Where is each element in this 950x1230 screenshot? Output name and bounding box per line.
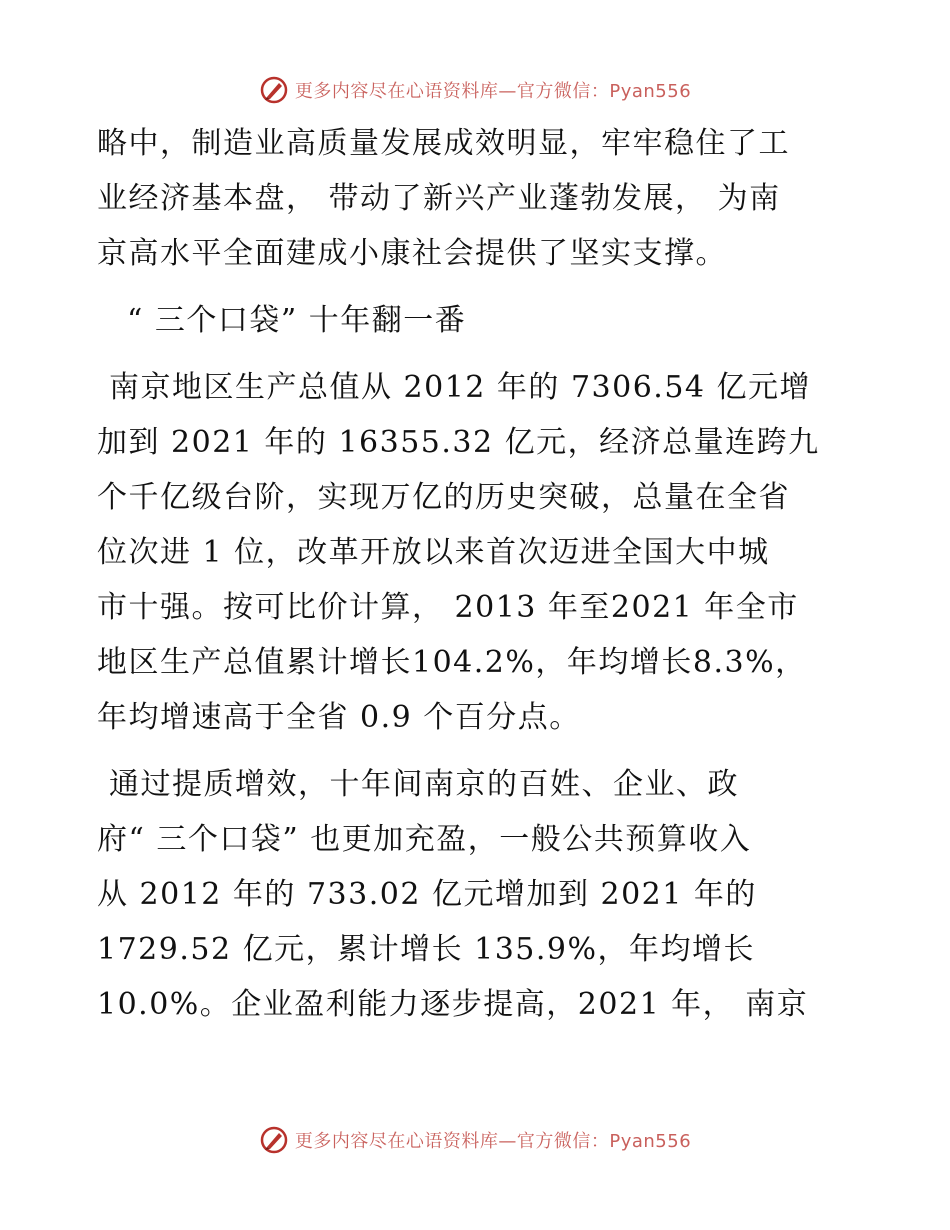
text-line: 府“ 三个口袋” 也更加充盈，一般公共预算收入	[97, 822, 752, 857]
text-line: 地区生产总值累计增长104.2%，年均增长8.3%，	[97, 645, 807, 680]
document-body	[97, 116, 857, 1032]
watermark-text: 更多内容尽在心语资料库—官方微信：Pyan556	[294, 1131, 692, 1152]
text-line: 业经济基本盘， 带动了新兴产业蓬勃发展， 为南	[97, 181, 781, 216]
pen-logo-icon	[259, 1125, 289, 1155]
paragraph-3	[97, 757, 857, 1032]
paragraph-1	[97, 116, 857, 281]
text-line: 位次进 1 位，改革开放以来首次迈进全国大中城	[97, 535, 770, 570]
header-watermark	[0, 70, 950, 110]
text-line: 从 2012 年的 733.02 亿元增加到 2021 年的	[97, 877, 757, 912]
watermark-text: 更多内容尽在心语资料库—官方微信：Pyan556	[294, 81, 692, 102]
pen-logo-icon	[259, 75, 289, 105]
text-line: 个千亿级台阶，实现万亿的历史突破，总量在全省	[97, 480, 790, 515]
text-line: 加到 2021 年的 16355.32 亿元，经济总量连跨九	[97, 425, 820, 460]
text-line: 通过提质增效，十年间南京的百姓、企业、政	[109, 767, 739, 802]
text-line: 市十强。按可比价计算， 2013 年至2021 年全市	[97, 590, 799, 625]
text-line: 10.0%。企业盈利能力逐步提高，2021 年， 南京	[97, 987, 809, 1022]
text-line: 京高水平全面建成小康社会提供了坚实支撑。	[97, 236, 727, 271]
paragraph-2	[97, 360, 857, 745]
text-line: 略中，制造业高质量发展成效明显，牢牢稳住了工	[97, 126, 790, 161]
text-line: 南京地区生产总值从 2012 年的 7306.54 亿元增	[109, 370, 812, 405]
footer-watermark	[0, 1120, 950, 1160]
text-line: 年均增速高于全省 0.9 个百分点。	[97, 700, 581, 735]
text-line: 1729.52 亿元，累计增长 135.9%，年均增长	[97, 932, 756, 967]
section-heading: “ 三个口袋” 十年翻一番	[127, 303, 467, 338]
